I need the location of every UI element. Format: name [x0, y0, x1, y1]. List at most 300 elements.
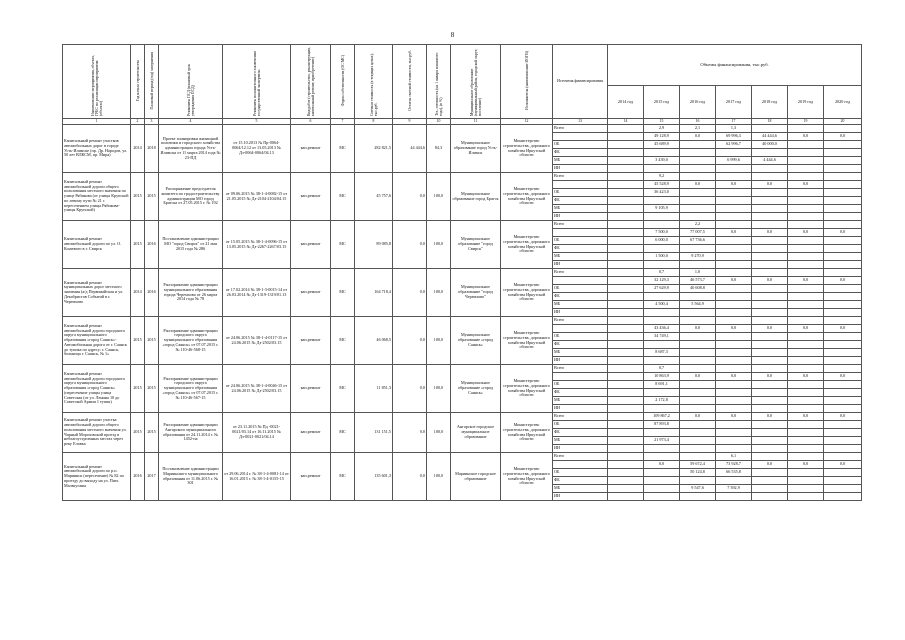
header-col-1: [63, 45, 131, 119]
funding-value: 0,0: [680, 325, 716, 333]
funding-value: 4 444,6: [752, 157, 788, 165]
funding-source: МБ: [553, 437, 608, 445]
funding-value: [716, 221, 752, 229]
funding-source: ИИ: [553, 261, 608, 269]
object-name: Капитальный ремонт муниципальных дорог местного значения (а/д Первомайская и ул. Декабристов Событий в г. Черемхово: [63, 269, 131, 317]
funding-value: [680, 293, 716, 301]
funding-value: [680, 317, 716, 325]
funding-value: 0,0: [788, 373, 824, 381]
funding-value: [644, 445, 680, 453]
funding-value: 6 999,6: [716, 157, 752, 165]
funding-value: 0,0: [716, 325, 752, 333]
funding-value: 69 996,3: [716, 133, 752, 141]
funding-value: 0,0: [716, 413, 752, 421]
funding-value: [608, 461, 644, 469]
funding-value: 0,0: [824, 373, 862, 381]
start-year: 2015: [131, 365, 145, 413]
funding-value: [788, 485, 824, 493]
funding-value: [608, 437, 644, 445]
year-header: 2015 год: [644, 86, 680, 119]
funding-value: [824, 429, 862, 437]
funding-value: [716, 197, 752, 205]
funding-value: 0,0: [680, 413, 716, 421]
funding-value: 6,1: [716, 453, 752, 461]
funding-value: 1 500,0: [644, 253, 680, 261]
funding-value: [788, 301, 824, 309]
funding-value: [752, 429, 788, 437]
funding-value: 0,0: [752, 373, 788, 381]
funding-value: [752, 349, 788, 357]
end-year: 2016: [145, 269, 159, 317]
header-label: Муниципальное образование (муниципальный район, городской округ, поселение): [469, 48, 482, 116]
readiness-percent: 100,0: [427, 317, 451, 365]
funding-value: [680, 213, 716, 221]
funding-value: [680, 397, 716, 405]
header-col-7: [331, 45, 355, 119]
funding-value: [716, 381, 752, 389]
funding-value: [824, 149, 862, 157]
funding-source: ФБ: [553, 389, 608, 397]
funding-value: 0,0: [752, 181, 788, 189]
remaining-cost: 0,0: [393, 453, 427, 501]
funding-source: ОБ: [553, 285, 608, 293]
funding-value: [752, 421, 788, 429]
column-number: 10: [427, 119, 451, 125]
funding-value: 32 129,3: [644, 277, 680, 285]
funding-value: [788, 213, 824, 221]
funding-value: [716, 429, 752, 437]
work-type: кап.ремонт: [291, 413, 331, 453]
funding-value: [680, 205, 716, 213]
funding-value: [824, 453, 862, 461]
work-type: кап.ремонт: [291, 173, 331, 221]
funding-value: [608, 269, 644, 277]
funding-value: [824, 365, 862, 373]
funding-value: [788, 397, 824, 405]
funding-value: [824, 445, 862, 453]
funding-value: [752, 261, 788, 269]
funding-value: [824, 493, 862, 501]
funding-value: [752, 165, 788, 173]
funding-source: МБ: [553, 397, 608, 405]
funding-value: [716, 165, 752, 173]
funding-value: 87 893,8: [644, 421, 680, 429]
funding-value: [608, 141, 644, 149]
funding-value: 77 007,5: [680, 229, 716, 237]
funding-value: [788, 253, 824, 261]
funding-source: Всего: [553, 221, 608, 229]
funding-value: [788, 197, 824, 205]
column-number: 9: [393, 119, 427, 125]
funding-value: [824, 293, 862, 301]
funding-value: [608, 421, 644, 429]
funding-value: [788, 141, 824, 149]
funding-source: ФБ: [553, 293, 608, 301]
funding-value: [824, 317, 862, 325]
funding-value: [788, 453, 824, 461]
funding-value: [824, 269, 862, 277]
header-row: [63, 45, 862, 86]
funding-value: [752, 405, 788, 413]
funding-value: 0,0: [788, 181, 824, 189]
year-header: 2020 год: [824, 86, 862, 119]
funding-value: [824, 437, 862, 445]
funding-value: [644, 261, 680, 269]
funding-value: [788, 293, 824, 301]
funding-value: [752, 269, 788, 277]
funding-value: 45 528,9: [644, 181, 680, 189]
funding-value: [752, 197, 788, 205]
funding-value: [752, 205, 788, 213]
funding-value: [644, 149, 680, 157]
funding-value: [716, 365, 752, 373]
header-label: Остаток сметной стоимости, тыс.руб.: [407, 50, 412, 111]
object-row: [63, 269, 862, 277]
start-year: 2015: [131, 221, 145, 269]
funding-value: [824, 485, 862, 493]
funding-source: ИИ: [553, 493, 608, 501]
funding-value: [824, 389, 862, 397]
funding-value: [644, 317, 680, 325]
column-number: 11: [451, 119, 501, 125]
object-row: [63, 125, 862, 133]
column-number: 12: [501, 119, 553, 125]
municipality: Муниципальное образование город Братск: [451, 173, 501, 221]
funding-value: [716, 189, 752, 197]
funding-value: [824, 197, 862, 205]
funding-value: [608, 429, 644, 437]
funding-source: ОБ: [553, 237, 608, 245]
psd-details: Распоряжение администрации городского округа муниципального образования «город Саянск» от 07.07.2015 г. № 110-46-568-15: [159, 317, 223, 365]
funding-value: [680, 157, 716, 165]
header-col-2: [131, 45, 145, 119]
funding-value: 0,0: [824, 229, 862, 237]
header-col-8: [355, 45, 393, 119]
end-year: 2018: [145, 125, 159, 173]
object-row: [63, 317, 862, 325]
funding-value: [752, 189, 788, 197]
funding-value: [824, 261, 862, 269]
column-number: 20: [824, 119, 862, 125]
year-header: 2014 год: [608, 86, 644, 119]
end-year: 2016: [145, 221, 159, 269]
funding-value: [752, 333, 788, 341]
header-col-12: [501, 45, 553, 119]
funding-value: [608, 293, 644, 301]
funding-value: 62 996,7: [716, 141, 752, 149]
funding-value: [644, 493, 680, 501]
ownership: МС: [331, 125, 355, 173]
funding-value: 0,0: [788, 461, 824, 469]
funding-value: [608, 317, 644, 325]
psd-details: Постановление администрации Мариинского муниципального образования от 11.06.2015 г. № 301: [159, 453, 223, 501]
estimated-cost: 11 851,3: [355, 365, 393, 413]
object-name: Капитальный ремонт автомобильной дороги по р.п. Мариинск (пересечение) № 82 по проезду до выходу на ул. Пять Мальчуганы: [63, 453, 131, 501]
funding-value: [824, 237, 862, 245]
funding-value: 40 000,0: [752, 141, 788, 149]
funding-value: [824, 333, 862, 341]
funding-value: [788, 349, 824, 357]
funding-value: 5 564,9: [680, 301, 716, 309]
funding-value: [608, 373, 644, 381]
object-row: [63, 173, 862, 181]
funding-value: 59 672,4: [680, 461, 716, 469]
funding-value: 8 691,1: [644, 381, 680, 389]
funding-value: 0,0: [788, 133, 824, 141]
header-label: Форма собственности (ОС/МС): [340, 55, 345, 107]
funding-value: [680, 437, 716, 445]
funding-source: Всего: [553, 453, 608, 461]
remaining-cost: 0,0: [393, 365, 427, 413]
funding-value: 7 392,9: [716, 485, 752, 493]
ownership: МС: [331, 413, 355, 453]
municipality: Ангарское городское муниципальное образование: [451, 413, 501, 453]
work-type: кап.ремонт: [291, 453, 331, 501]
funding-value: 1,3: [716, 125, 752, 133]
municipality: Муниципальное образование «город Саянск»: [451, 365, 501, 413]
funding-value: [680, 453, 716, 461]
funding-value: [752, 293, 788, 301]
funding-value: 45 689,9: [644, 141, 680, 149]
funding-source: Всего: [553, 365, 608, 373]
funding-value: [824, 405, 862, 413]
remaining-cost: 0,0: [393, 317, 427, 365]
municipality: Муниципальное образование город Усть-Илимск: [451, 125, 501, 173]
funding-value: [680, 165, 716, 173]
municipality: Муниципальное образование "город Черемхово": [451, 269, 501, 317]
object-row: [63, 221, 862, 229]
funding-source: [553, 325, 608, 333]
funding-value: [788, 421, 824, 429]
object-row: [63, 413, 862, 421]
executor: Министерство строительства, дорожного хозяйства Иркутской области: [501, 269, 553, 317]
remaining-cost: 0,0: [393, 413, 427, 453]
funding-value: [788, 469, 824, 477]
funding-value: [716, 245, 752, 253]
estimated-cost: 45 757,6: [355, 173, 393, 221]
funding-value: 0,0: [680, 133, 716, 141]
funding-value: [824, 349, 862, 357]
funding-value: [644, 389, 680, 397]
header-label: Вид работ (строительство, реконструкция, капитальный ремонт, приобретение): [306, 46, 315, 116]
funding-value: 0,0: [752, 229, 788, 237]
funding-value: [752, 125, 788, 133]
funding-source: МБ: [553, 205, 608, 213]
work-type: кап.ремонт: [291, 317, 331, 365]
funding-value: 0,0: [752, 325, 788, 333]
funding-value: [644, 197, 680, 205]
funding-value: [680, 421, 716, 429]
funding-value: [608, 485, 644, 493]
funding-value: [716, 357, 752, 365]
funding-value: [608, 413, 644, 421]
object-name: Капитальный ремонт автомобильной дороги по ул. О. Кошевого в г. Свирск: [63, 221, 131, 269]
funding-value: [716, 477, 752, 485]
column-number: 19: [788, 119, 824, 125]
funding-value: [788, 317, 824, 325]
readiness-percent: 84,3: [427, 125, 451, 173]
funding-value: [644, 221, 680, 229]
funding-value: [752, 301, 788, 309]
end-year: 2015: [145, 365, 159, 413]
funding-value: [752, 469, 788, 477]
header-col-3: [145, 45, 159, 119]
funding-source: Всего: [553, 413, 608, 421]
funding-value: 73 928,7: [716, 461, 752, 469]
psd-details: Распоряжение администрации городского округа муниципального образования «город Саянск» от 07.07.2015 г. № 110-46-567-15: [159, 365, 223, 413]
funding-source: ОБ: [553, 421, 608, 429]
funding-value: [716, 285, 752, 293]
funding-value: [788, 173, 824, 181]
funding-value: [644, 165, 680, 173]
funding-value: [824, 157, 862, 165]
funding-value: [680, 389, 716, 397]
funding-value: 0,0: [716, 373, 752, 381]
funding-value: [608, 205, 644, 213]
ownership: МС: [331, 365, 355, 413]
column-number: 16: [680, 119, 716, 125]
funding-value: [788, 365, 824, 373]
readiness-percent: 100,0: [427, 221, 451, 269]
funding-value: [716, 253, 752, 261]
funding-value: 2,2: [680, 221, 716, 229]
funding-value: [788, 437, 824, 445]
expertise-details: от 15.10.2013 № Пр-0064-0064/12.12 от 13.05.2013 № Дз-0064-0064/04.13: [223, 125, 291, 173]
executor: Министерство строительства, дорожного хозяйства Иркутской области: [501, 125, 553, 173]
funding-value: 21 973,4: [644, 437, 680, 445]
funding-value: [788, 309, 824, 317]
estimated-cost: 89 085,8: [355, 221, 393, 269]
funding-value: [824, 245, 862, 253]
funding-source: МБ: [553, 253, 608, 261]
readiness-percent: 100,0: [427, 413, 451, 453]
funding-value: [788, 445, 824, 453]
funding-value: [752, 253, 788, 261]
funding-source: ОБ: [553, 469, 608, 477]
funding-value: [644, 293, 680, 301]
funding-value: [824, 253, 862, 261]
funding-value: [752, 485, 788, 493]
funding-value: 36 423,0: [644, 189, 680, 197]
funding-value: 0,0: [680, 373, 716, 381]
end-year: 2015: [145, 173, 159, 221]
expertise-details: от 17.02.2014 № 38-1-3-0015-14 от 26.03.2014 № Дз-1319-1319/01.13: [223, 269, 291, 317]
funding-value: [788, 357, 824, 365]
funding-value: [752, 397, 788, 405]
column-number: 7: [331, 119, 355, 125]
funding-value: [680, 477, 716, 485]
funding-value: [608, 381, 644, 389]
funding-value: [680, 405, 716, 413]
funding-value: [824, 189, 862, 197]
funding-value: 0,0: [716, 277, 752, 285]
start-year: 2015: [131, 413, 145, 453]
funding-value: [608, 157, 644, 165]
funding-value: [752, 309, 788, 317]
funding-value: [644, 357, 680, 365]
funding-value: 1,0: [680, 269, 716, 277]
funding-value: [788, 125, 824, 133]
funding-value: [752, 245, 788, 253]
funding-value: [608, 341, 644, 349]
end-year: 2017: [145, 453, 159, 501]
header-col-11: [451, 45, 501, 119]
funding-source: ИИ: [553, 213, 608, 221]
funding-value: [752, 437, 788, 445]
column-number: 6: [291, 119, 331, 125]
funding-value: [608, 301, 644, 309]
funding-value: [608, 149, 644, 157]
funding-value: [608, 357, 644, 365]
funding-value: [824, 469, 862, 477]
funding-source: [553, 461, 608, 469]
ownership: МС: [331, 317, 355, 365]
funding-value: [608, 389, 644, 397]
funding-value: [608, 365, 644, 373]
funding-source: ИИ: [553, 309, 608, 317]
funding-value: [680, 357, 716, 365]
funding-value: [608, 237, 644, 245]
funding-value: 9 105,9: [644, 205, 680, 213]
funding-source: ФБ: [553, 149, 608, 157]
funding-value: [752, 173, 788, 181]
readiness-percent: 100,0: [427, 269, 451, 317]
end-year: 2015: [145, 413, 159, 453]
funding-value: [608, 309, 644, 317]
funding-value: [680, 189, 716, 197]
funding-value: 43 436,4: [644, 325, 680, 333]
funding-value: [824, 397, 862, 405]
funding-value: [752, 237, 788, 245]
readiness-percent: 100,0: [427, 365, 451, 413]
funding-value: 0,0: [752, 277, 788, 285]
funding-value: [608, 197, 644, 205]
funding-value: [680, 381, 716, 389]
object-name: Капитальный ремонт участка автомобильной дороги общего пользования местного значения ул. Чарный Морозовский проезд в неблагоустроенных местах через реку Еловка: [63, 413, 131, 453]
funding-value: 0,0: [680, 181, 716, 189]
municipality: Муниципальное образование "город Свирск": [451, 221, 501, 269]
funding-value: [788, 389, 824, 397]
work-type: кап.ремонт: [291, 125, 331, 173]
object-name: Капитальный ремонт участков автомобильных дорог в городе Усть-Илимске (пр. Др. Народов, ул. 50 лет ВЛКСМ, пр. Мира): [63, 125, 131, 173]
executor: Министерство строительства, дорожного хозяйства Иркутской области: [501, 221, 553, 269]
column-number: 1: [63, 119, 131, 125]
funding-value: [824, 213, 862, 221]
header-col-4: [159, 45, 223, 119]
header-label: Год начала строительства: [135, 60, 140, 102]
remaining-cost: 44 444,6: [393, 125, 427, 173]
funding-value: [788, 493, 824, 501]
funding-source: ОБ: [553, 333, 608, 341]
funding-value: [752, 493, 788, 501]
funding-value: [716, 405, 752, 413]
header-label: Сметная стоимость (в текущих ценах), тыс.руб.: [369, 52, 378, 116]
funding-value: [824, 341, 862, 349]
ownership: МС: [331, 173, 355, 221]
funding-value: [752, 357, 788, 365]
funding-value: 4 500,4: [644, 301, 680, 309]
header-label: Плановый период (год) завершения: [149, 51, 154, 110]
funding-source: ИИ: [553, 445, 608, 453]
funding-value: [644, 477, 680, 485]
funding-value: [608, 221, 644, 229]
ownership: МС: [331, 453, 355, 501]
funding-value: [680, 429, 716, 437]
year-header: 2019 год: [788, 86, 824, 119]
funding-value: [716, 397, 752, 405]
funding-value: 0,0: [752, 461, 788, 469]
funding-value: [752, 365, 788, 373]
